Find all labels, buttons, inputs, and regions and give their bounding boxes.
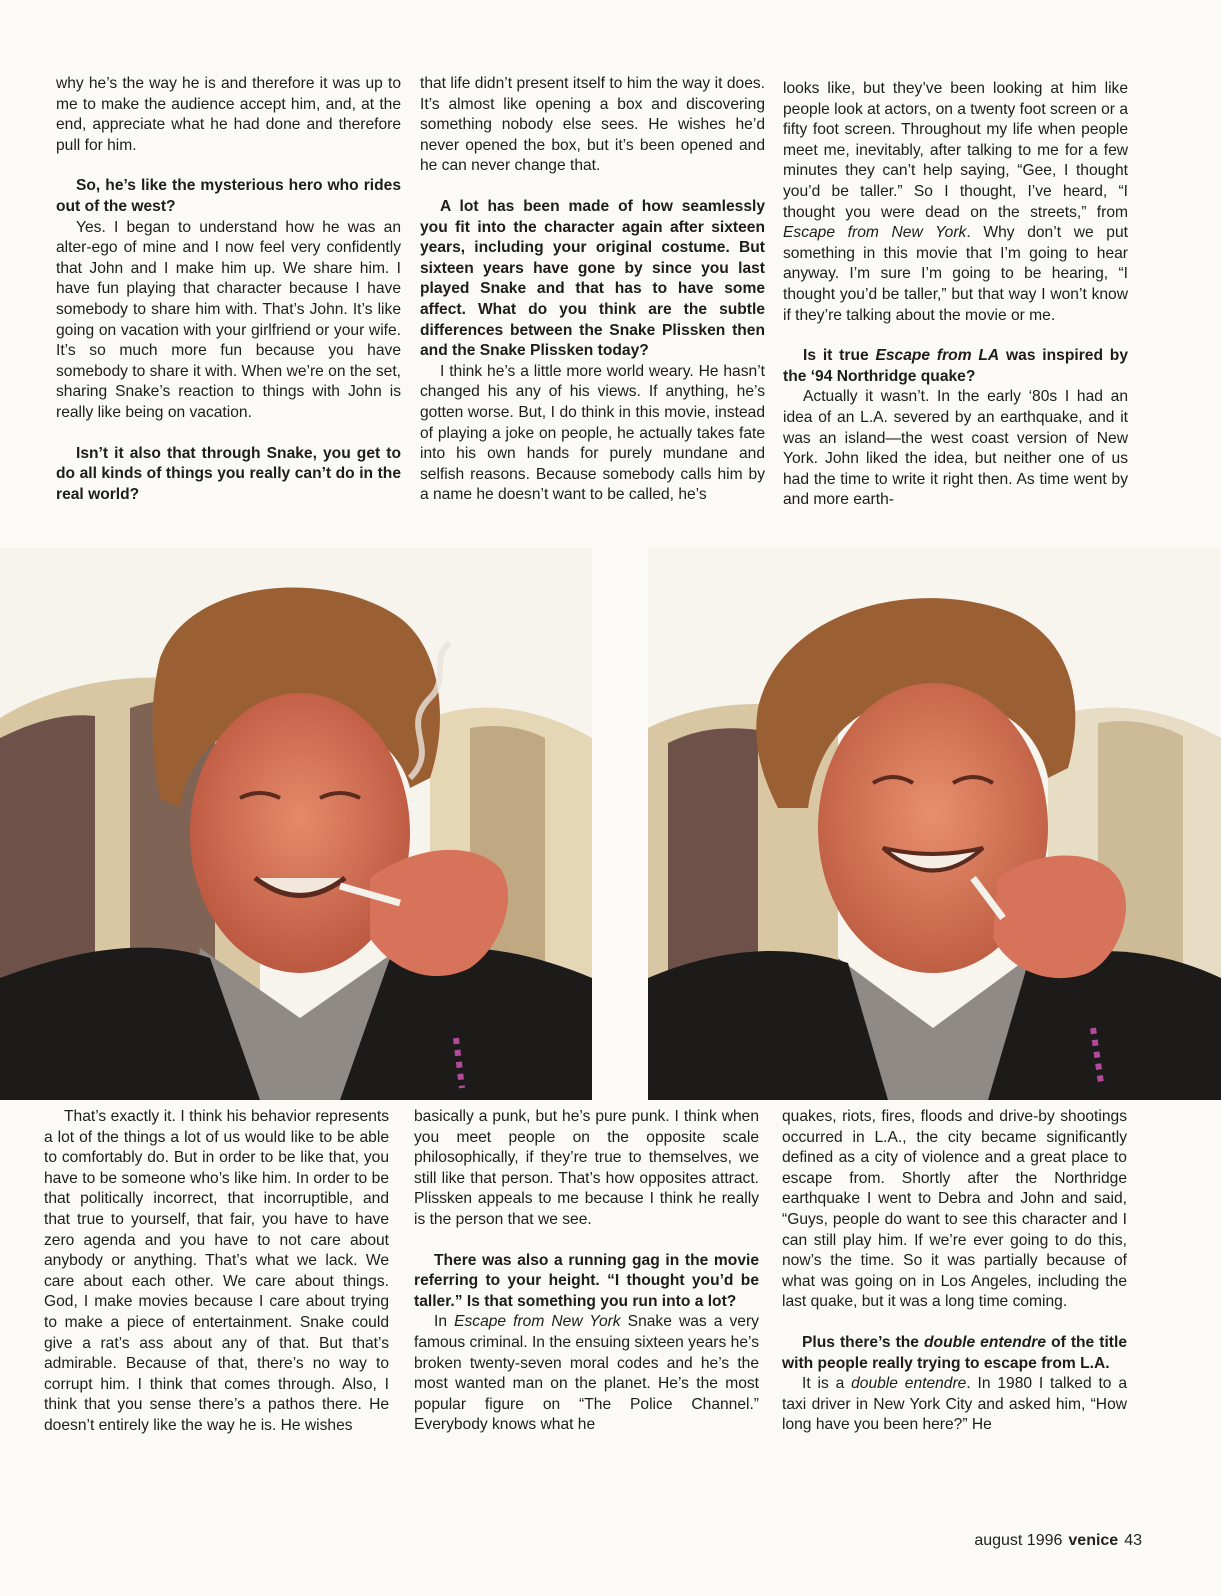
text-run: was inspired by the ‘94 Northridge quake? bbox=[783, 347, 1128, 385]
answer: Yes. I began to understand how he was an alter-ego of mine and I now feel very confidently that John and I make him up. We share him. I have fun playing that character because I have somebody to share him with. That’s John. It’s like going on vacation with your girlfriend or your wife. It’s so much more fun because you have somebody to share it with. When we’re on the set, sharing Snake’s reaction to things with John is really like being on vacation. bbox=[56, 218, 401, 421]
top-column-3 bbox=[783, 79, 1128, 511]
page-number: 43 bbox=[1124, 1532, 1142, 1549]
question: Isn’t it also that through Snake, you get to do all kinds of things you really can’t do in the real world? bbox=[56, 444, 401, 503]
text-run: It is a bbox=[802, 1375, 852, 1393]
portrait-photo-icon bbox=[0, 548, 592, 1100]
answer bbox=[414, 1312, 759, 1436]
paragraph: why he’s the way he is and therefore it was up to me to make the audience accept him, and, at the end, appreciate what he had done and therefore pull for him. bbox=[56, 75, 401, 154]
issue-date: august 1996 bbox=[974, 1532, 1063, 1549]
photo-left bbox=[0, 548, 592, 1100]
italic-term: double entendre bbox=[851, 1375, 967, 1393]
question bbox=[783, 346, 1128, 387]
text-run: looks like, but they’ve been looking at him like people look at actors, on a twenty foot screen or a fifty foot screen. Throughout my life when people meet me, inevitably, after talking to me for a few minutes they can’t help saying, “Gee, I thought you’d be taller.” So I thought, I’ve heard, “I thought you were dead on the streets,” from bbox=[783, 80, 1128, 221]
text-run: Is it true bbox=[803, 347, 876, 365]
text-run: of the title with people really trying to escape from L.A. bbox=[782, 1333, 1127, 1372]
film-title: Escape from New York bbox=[783, 224, 967, 242]
film-title: Escape from New York bbox=[454, 1313, 621, 1331]
magazine-name: venice bbox=[1068, 1532, 1119, 1549]
paragraph: quakes, riots, fires, floods and drive-by shootings occurred in L.A., the city became significantly defined as a city of violence and a great place to escape from. Shortly after the Northridge earthquake I went to Debra and John and said, “Guys, people do want to see this character and I can still play him. If we’re ever going to do this, now’s the time. So it was partially because of what was going on in Los Angeles, including the last quake, but it was a long time coming. bbox=[782, 1108, 1127, 1311]
top-column-1 bbox=[56, 74, 401, 505]
bottom-column-1 bbox=[44, 1107, 389, 1437]
bottom-column-2 bbox=[414, 1107, 759, 1436]
question bbox=[782, 1333, 1127, 1374]
paragraph: That’s exactly it. I think his behavior represents a lot of the things a lot of us would like to be able to comfortably do. But in order to be like that, you have to be someone who’s like him. In order to be that politically incorrect, that incorruptible, and that true to yourself, that fair, you have to have zero agenda and you have to not care about anybody or anything. That’s what we lack. We care about each other. We care about things. God, I make movies because I care about trying to make a piece of entertainment. Snake could give a rat’s ass about any of that. But that’s admirable. Because of that, there’s no way to corrupt him. I think that comes through. Also, I think that you sense there’s a pathos there. He doesn’t entirely like the way he is. He wishes bbox=[44, 1108, 389, 1434]
text-run: . In 1980 I talked to a taxi driver in New York City and asked him, “How long have you been here?” He bbox=[782, 1375, 1127, 1434]
portrait-photo-icon bbox=[648, 548, 1221, 1100]
text-run: In bbox=[434, 1313, 455, 1331]
film-title: Escape from LA bbox=[875, 347, 1000, 365]
answer: I think he’s a little more world weary. He hasn’t changed his any of his views. If anything, he’s gotten worse. But, I do think in this movie, instead of playing a joke on people, he actually takes fate into his own hands for purely mundane and selfish reasons. Because somebody calls him by a name he doesn’t want to be called, he’s bbox=[420, 362, 765, 504]
top-column-2 bbox=[420, 74, 765, 506]
question: A lot has been made of how seamlessly you fit into the character again after sixteen years, including your original costume. But sixteen years have gone by since you last played Snake and that has to have some affect. What do you think are the subtle differences between the Snake Plissken then and the Snake Plissken today? bbox=[420, 197, 765, 360]
answer bbox=[782, 1374, 1127, 1436]
answer: Actually it wasn’t. In the early ‘80s I had an idea of an L.A. severed by an earthquake, and it was an island—the west coast version of New York. John liked the idea, but neither one of us had the time to write it right then. As time went by and more earth- bbox=[783, 388, 1128, 509]
paragraph: basically a punk, but he’s pure punk. I think when you meet people on the opposite scale philosophically, if they’re true to themselves, we still like that person. That’s how opposites attract. Plissken appeals to me because I think he really is the person that we see. bbox=[414, 1108, 759, 1228]
question: So, he’s like the mysterious hero who rides out of the west? bbox=[56, 177, 401, 215]
text-run: Snake was a very famous criminal. In the ensuing sixteen years he’s broken twenty-seven moral codes and he’s the most wanted man on the planet. He’s the most popular figure on “The Police Channel.” Everybody knows what he bbox=[414, 1313, 759, 1434]
photo-right bbox=[648, 548, 1221, 1100]
paragraph bbox=[783, 79, 1128, 326]
paragraph: that life didn’t present itself to him the way it does. It’s almost like opening a box and discovering something nobody else sees. He wishes he’d never opened the box, but it’s been opened and he can never change that. bbox=[420, 75, 765, 175]
text-run: . Why don’t we put something in this movie that I’m going to hear anyway. I’m sure I’m going to be hearing, “I thought you’d be taller,” but that way I won’t know if they’re talking about the movie or me. bbox=[783, 224, 1128, 324]
page-footer bbox=[840, 1532, 1142, 1550]
text-run: Plus there’s the bbox=[802, 1333, 925, 1351]
bottom-column-3 bbox=[782, 1107, 1127, 1436]
question: There was also a running gag in the movie referring to your height. “I thought you’d be taller.” Is that something you run into a lot? bbox=[414, 1251, 759, 1310]
italic-term: double entendre bbox=[924, 1333, 1047, 1351]
